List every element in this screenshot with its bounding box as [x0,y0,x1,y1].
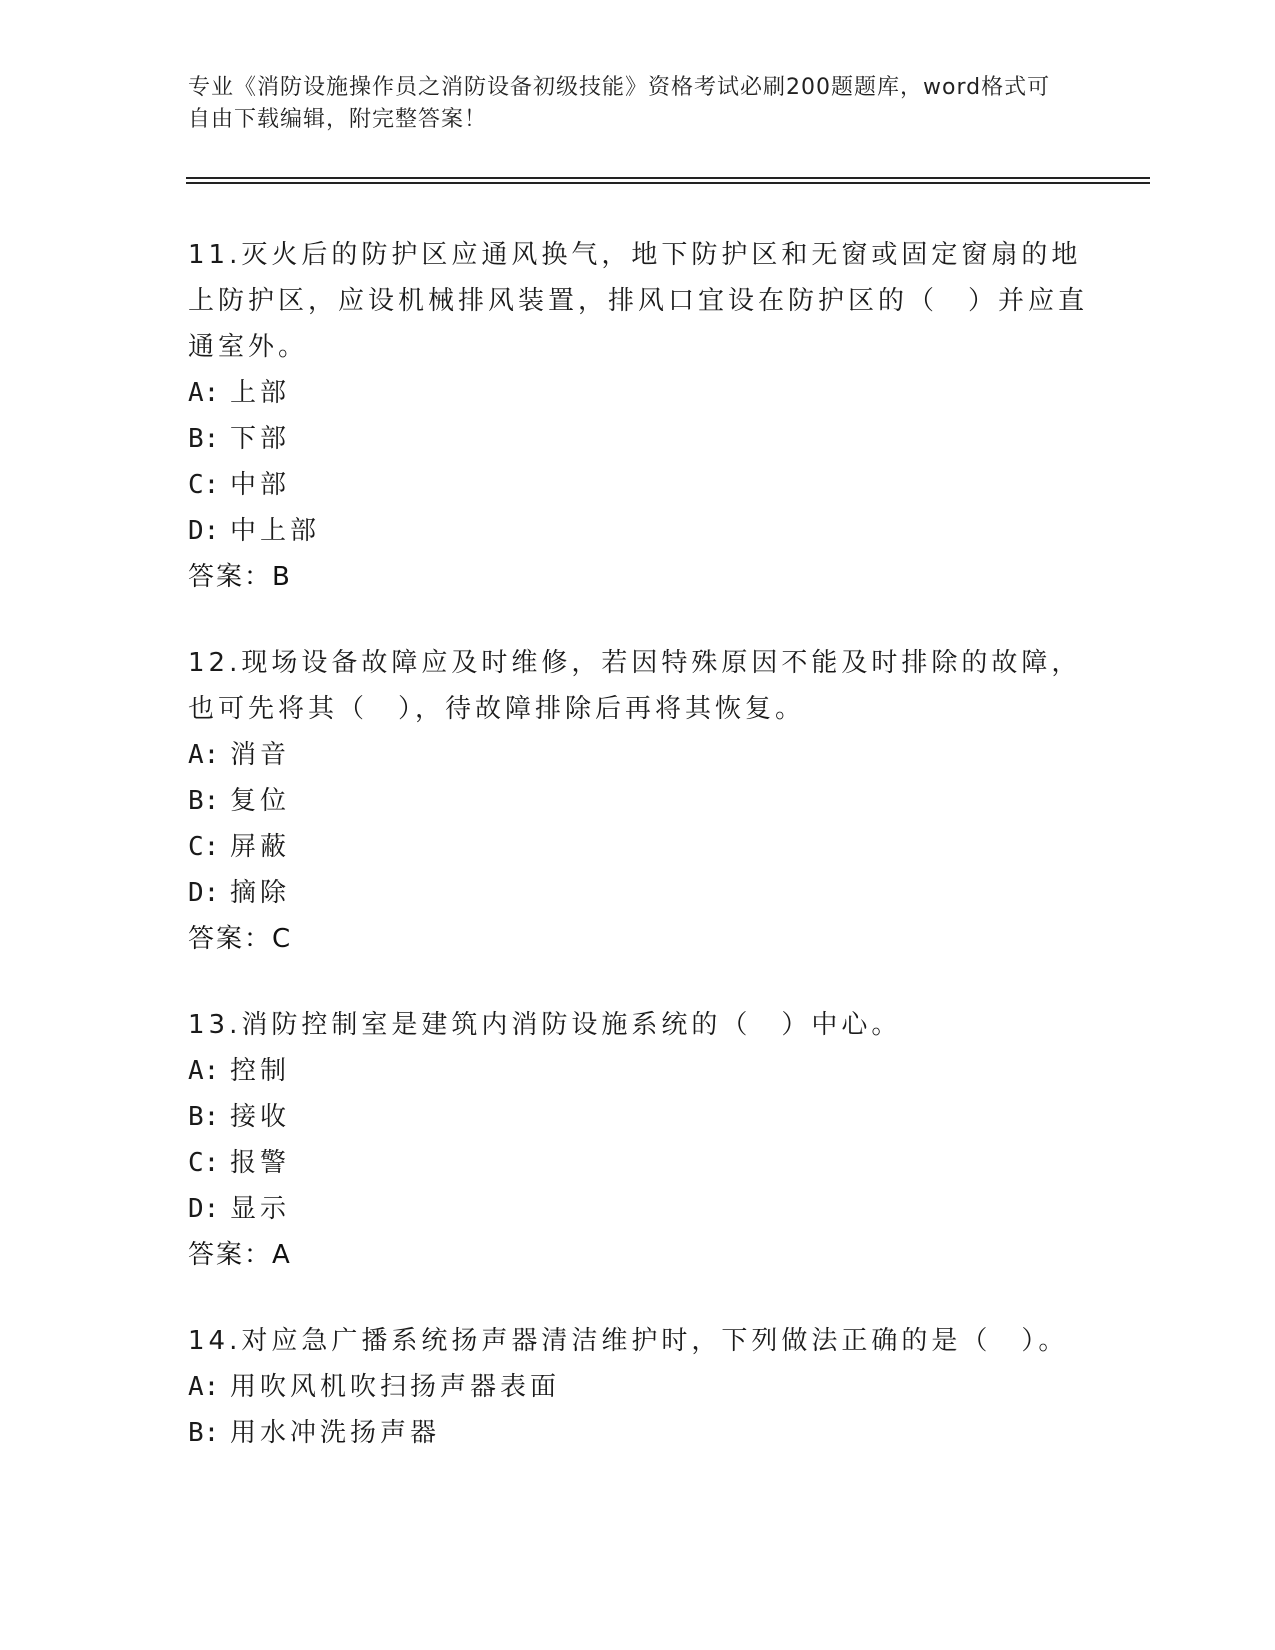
option-a [188,370,1088,416]
option-letter: B: [188,1102,220,1132]
question-stem: 12.现场设备故障应及时维修，若因特殊原因不能及时排除的故障，也可先将其（ ），待故障排除后再将其恢复。 [188,648,1082,724]
option-c [188,1140,1088,1186]
option-text: 中部 [230,470,291,500]
option-a [188,1364,1088,1410]
option-text: 上部 [230,378,291,408]
option-text: 复位 [230,786,291,816]
question-11 [188,232,1088,600]
option-letter: A: [188,1372,220,1402]
option-text: 消音 [230,740,291,770]
option-d [188,508,1088,554]
option-a [188,1048,1088,1094]
option-b [188,416,1088,462]
answer: 答案：C [188,924,293,954]
option-letter: B: [188,424,220,454]
option-letter: D: [188,878,220,908]
option-letter: A: [188,378,220,408]
option-d [188,870,1088,916]
question-stem: 11.灭火后的防护区应通风换气，地下防护区和无窗或固定窗扇的地上防护区，应设机械排风装置，排风口宜设在防护区的（ ）并应直通室外。 [188,240,1089,362]
option-d [188,1186,1088,1232]
option-text: 中上部 [230,516,321,546]
option-text: 摘除 [230,878,291,908]
question-14 [188,1318,1088,1456]
option-b [188,1410,1088,1456]
answer: 答案：A [188,1240,292,1270]
option-letter: B: [188,786,220,816]
option-letter: C: [188,470,220,500]
option-letter: B: [188,1418,220,1448]
answer: 答案：B [188,562,292,592]
option-letter: C: [188,832,220,862]
option-text: 屏蔽 [230,832,291,862]
option-text: 接收 [230,1102,291,1132]
document-header: 专业《消防设施操作员之消防设备初级技能》资格考试必刷200题题库，word格式可自由下载编辑，附完整答案！ [188,75,1051,132]
option-letter: A: [188,740,220,770]
option-letter: C: [188,1148,220,1178]
option-letter: A: [188,1056,220,1086]
option-b [188,1094,1088,1140]
option-text: 用吹风机吹扫扬声器表面 [230,1372,561,1402]
option-c [188,462,1088,508]
option-letter: D: [188,1194,220,1224]
option-c [188,824,1088,870]
option-text: 显示 [230,1194,291,1224]
question-stem: 14.对应急广播系统扬声器清洁维护时，下列做法正确的是（ ）。 [188,1326,1069,1356]
option-b [188,778,1088,824]
option-letter: D: [188,516,220,546]
header-divider-bottom [186,182,1150,184]
question-12 [188,640,1088,962]
option-a [188,732,1088,778]
question-stem: 13.消防控制室是建筑内消防设施系统的（ ）中心。 [188,1010,902,1040]
option-text: 用水冲洗扬声器 [230,1418,441,1448]
option-text: 下部 [230,424,291,454]
question-13 [188,1002,1088,1278]
option-text: 报警 [230,1148,291,1178]
header-divider-top [186,177,1150,179]
option-text: 控制 [230,1056,291,1086]
